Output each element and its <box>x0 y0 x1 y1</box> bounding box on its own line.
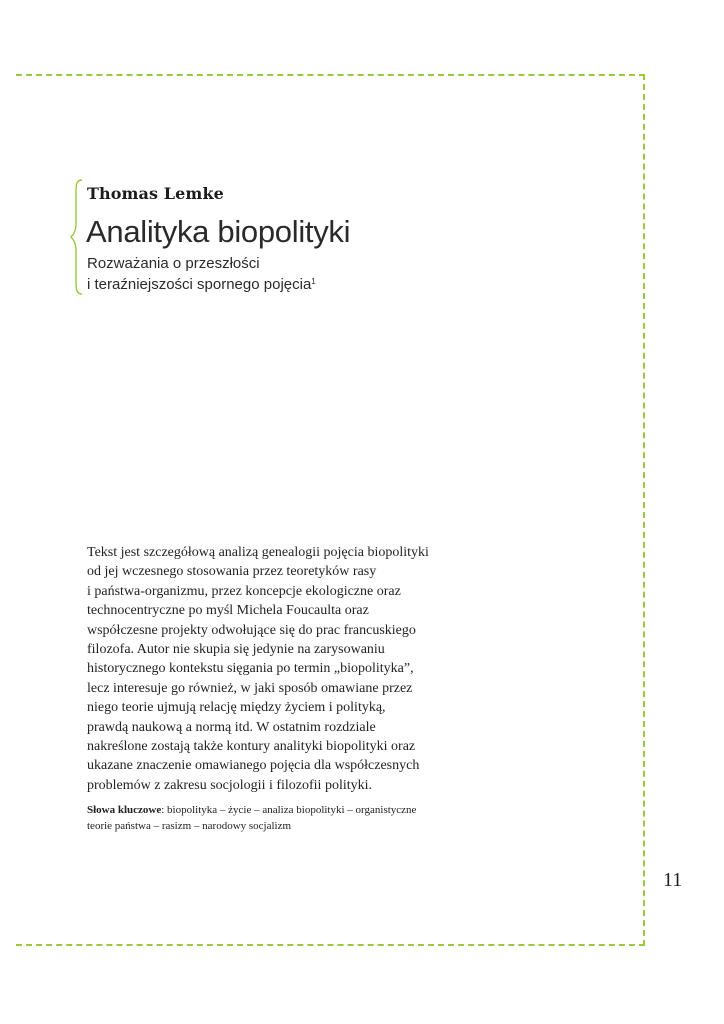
frame-border-top <box>16 74 645 76</box>
subtitle-line-2-text: i teraźniejszości spornego pojęcia <box>87 276 312 293</box>
footnote-marker[interactable]: 1 <box>311 277 316 286</box>
abstract-line: niego teorie ujmują relację między życiem i polityką, <box>87 700 386 716</box>
subtitle-line-1: Rozważania o przeszłości <box>87 255 260 272</box>
abstract-line: współczesne projekty odwołujące się do prac francuskiego <box>87 622 416 638</box>
abstract-line: problemów z zakresu socjologii i filozofii polityki. <box>87 777 372 793</box>
article-title: Analityka biopolityki <box>86 214 351 249</box>
abstract-line: historycznego kontekstu sięgania po termin „biopolityka”, <box>87 661 414 677</box>
abstract-line: i państwa-organizmu, przez koncepcje ekologiczne oraz <box>87 583 401 599</box>
abstract-line: ukazane znaczenie omawianego pojęcia dla współczesnych <box>87 758 420 774</box>
abstract-line: prawdą naukową a normą itd. W ostatnim rozdziale <box>87 719 376 735</box>
frame-border-right <box>643 74 645 946</box>
abstract-line: nakreślone zostają także kontury analityki biopolityki oraz <box>87 739 416 755</box>
abstract-line: od jej wczesnego stosowania przez teoretyków rasy <box>87 564 377 580</box>
subtitle-line-2 <box>87 274 316 295</box>
keywords-line-2: teorie państwa – rasizm – narodowy socjalizm <box>87 820 292 832</box>
abstract-line: lecz interesuje go również, w jaki sposób omawiane przez <box>87 680 413 696</box>
keywords-label: Słowa kluczowe <box>87 804 162 816</box>
keywords-text-1: : biopolityka – życie – analiza biopolityki – organistyczne <box>161 804 417 816</box>
keywords-line-1 <box>87 802 416 818</box>
curly-brace-decoration <box>70 178 84 296</box>
abstract-line: Tekst jest szczegółową analizą genealogii pojęcia biopolityki <box>87 545 429 560</box>
abstract-paragraph <box>87 543 437 795</box>
abstract-line: filozofa. Autor nie skupia się jedynie na zarysowaniu <box>87 642 385 658</box>
abstract-line: technocentryczne po myśl Michela Foucaulta oraz <box>87 603 369 619</box>
page-number: 11 <box>663 869 683 891</box>
keywords-block <box>87 802 416 834</box>
article-subtitle <box>87 253 316 295</box>
author-name: Thomas Lemke <box>87 184 224 203</box>
frame-border-bottom <box>16 944 645 946</box>
